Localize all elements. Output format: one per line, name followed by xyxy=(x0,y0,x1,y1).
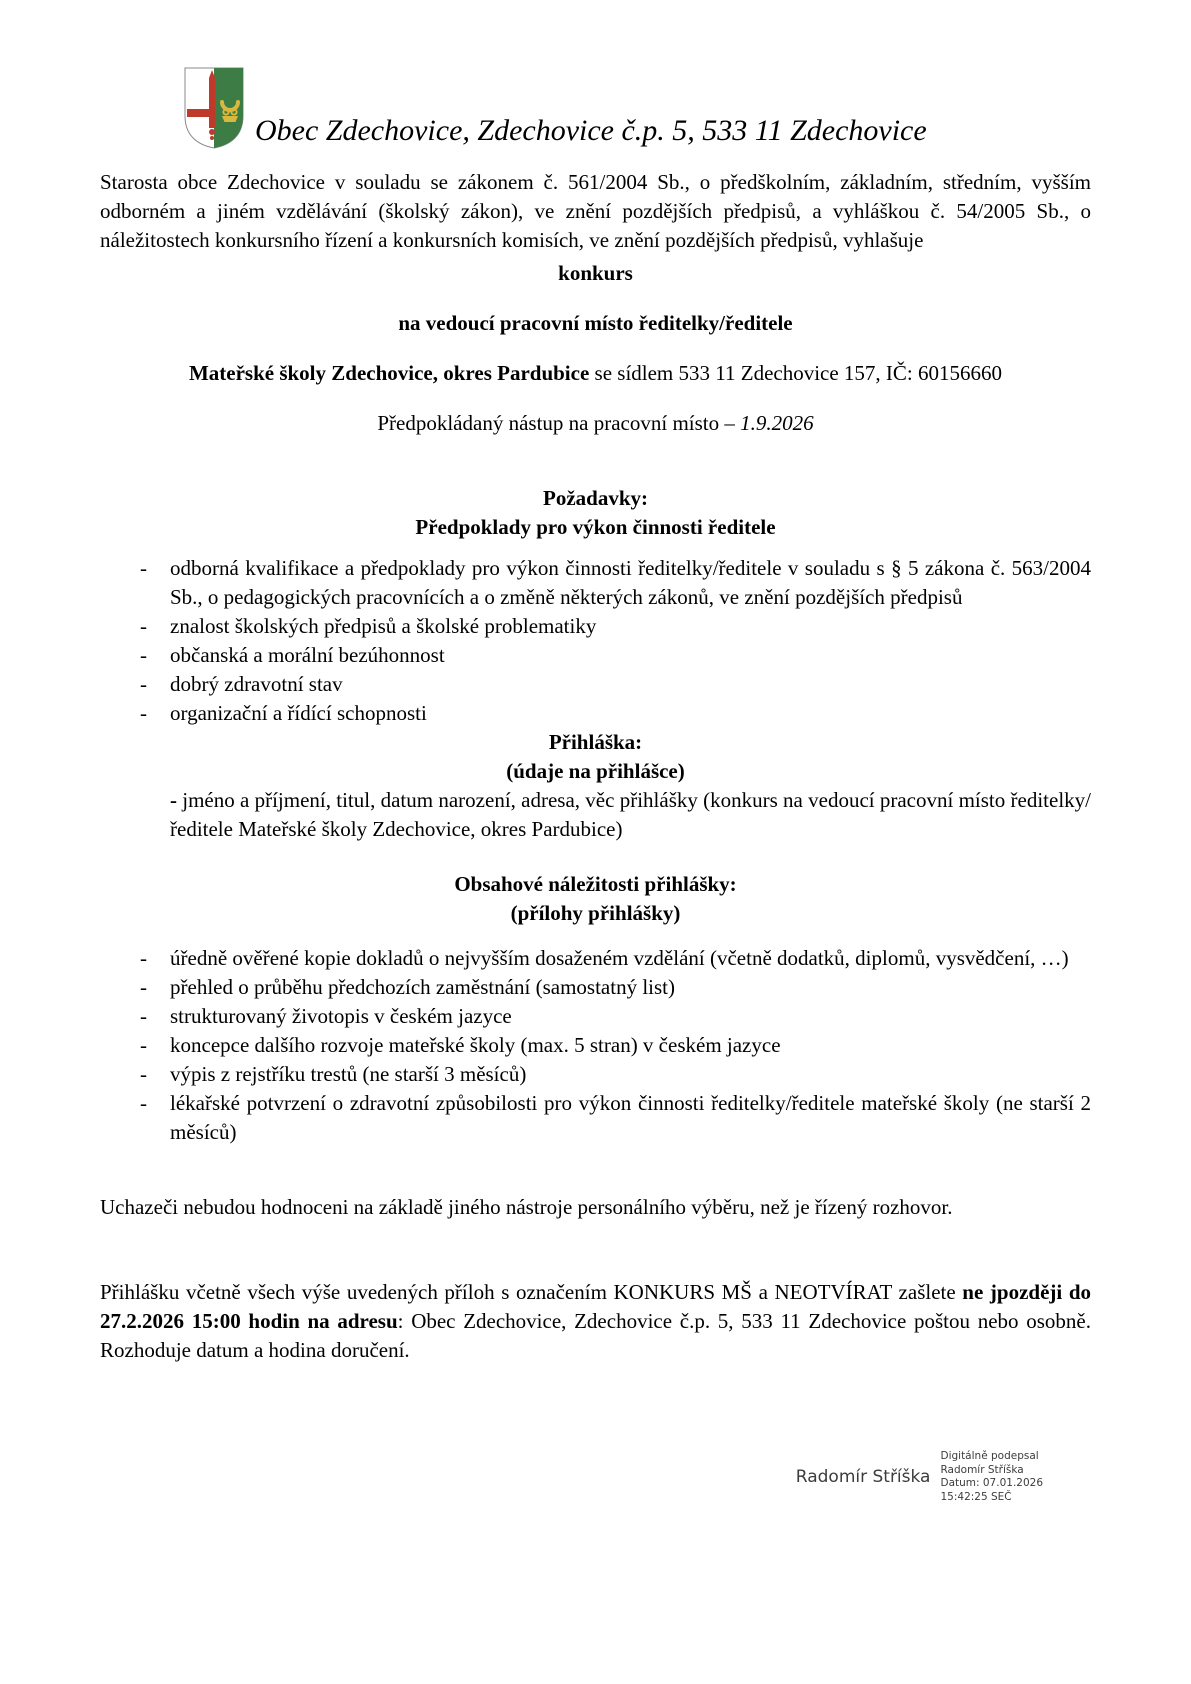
bullet-dash: - xyxy=(140,701,147,725)
attachment-text: strukturovaný životopis v českém jazyce xyxy=(170,1004,512,1028)
bullet-dash: - xyxy=(140,1091,147,1115)
school-name: Mateřské školy Zdechovice, okres Pardubice xyxy=(188,361,590,385)
attachments-list xyxy=(100,944,1091,1147)
bullet-dash: - xyxy=(140,614,147,638)
bullet-dash: - xyxy=(140,975,147,999)
school-address: se sídlem 533 11 Zdechovice 157, IČ: 60156660 xyxy=(589,361,1003,385)
attachment-text: přehled o průběhu předchozích zaměstnání (samostatný list) xyxy=(170,975,676,999)
heading-requirements: Požadavky: xyxy=(543,486,648,510)
list-item xyxy=(100,670,1091,699)
heading-position: na vedoucí pracovní místo ředitelky/ředitele xyxy=(398,311,793,335)
requirement-text: dobrý zdravotní stav xyxy=(170,672,343,696)
bullet-dash: - xyxy=(140,672,147,696)
list-item xyxy=(100,1089,1091,1147)
heading-application-sub: (údaje na přihlášce) xyxy=(506,759,685,783)
start-date-value: 1.9.2026 xyxy=(740,411,814,435)
list-item xyxy=(100,1002,1091,1031)
signature-detail-line: Radomír Stříška xyxy=(940,1463,1024,1476)
list-item xyxy=(100,641,1091,670)
evaluation-note: Uchazeči nebudou hodnoceni na základě jiného nástroje personálního výběru, než je řízený rozhovor. xyxy=(100,1195,953,1219)
heading-application: Přihláška: xyxy=(548,730,643,754)
bullet-dash: - xyxy=(140,1062,147,1086)
bullet-dash: - xyxy=(140,556,147,580)
list-item xyxy=(100,973,1091,1002)
requirement-text: odborná kvalifikace a předpoklady pro výkon činnosti ředitelky/ředitele v souladu s § 5 zákona č. 563/2004 Sb., o pedagogických pracovnících a o změně některých zákonů, ve znění pozdějších předpisů xyxy=(170,556,1091,609)
closing-pre: Přihlášku včetně všech výše uvedených příloh s označením KONKURS MŠ a NEOTVÍRAT zašlete xyxy=(100,1280,963,1304)
list-item xyxy=(100,699,1091,728)
list-item xyxy=(100,944,1091,973)
document-header xyxy=(183,66,1091,150)
signature-detail-line: 15:42:25 SEČ xyxy=(940,1490,1012,1503)
requirement-text: znalost školských předpisů a školské problematiky xyxy=(170,614,597,638)
start-date-line xyxy=(100,409,1091,438)
page-title: Obec Zdechovice, Zdechovice č.p. 5, 533 11 Zdechovice xyxy=(255,113,927,147)
closing-deadline: ne jpozději do 27.2.2026 15:00 hodin na adresu xyxy=(100,1280,1092,1333)
attachment-text: lékařské potvrzení o zdravotní způsobilosti pro výkon činnosti ředitelky/ředitele mateřské školy (ne starší 2 měsíců) xyxy=(170,1091,1091,1144)
signature-name: Radomír Stříška xyxy=(795,1467,931,1487)
heading-prerequisites: Předpoklady pro výkon činnosti ředitele xyxy=(415,515,776,539)
requirements-list xyxy=(100,554,1091,728)
attachment-text: úředně ověřené kopie dokladů o nejvyšším dosaženém vzdělání (včetně dodatků, diplomů, vysvědčení, …) xyxy=(170,946,1069,970)
list-item xyxy=(100,554,1091,612)
intro-paragraph: Starosta obce Zdechovice v souladu se zákonem č. 561/2004 Sb., o předškolním, základním, středním, vyšším odborném a jiném vzdělávání (školský zákon), ve znění pozdějších předpisů, a vyhláškou č. 54/2005 Sb., o náležitostech konkursního řízení a konkursních komisích, ve znění pozdějších předpisů, vyhlašuje xyxy=(100,170,1091,252)
signature-detail-line: Datum: 07.01.2026 xyxy=(940,1477,1043,1489)
bullet-dash: - xyxy=(140,643,147,667)
signature-detail-line: Digitálně podepsal xyxy=(940,1450,1039,1462)
closing-post: : Obec Zdechovice, Zdechovice č.p. 5, 533 11 Zdechovice poštou nebo osobně. Rozhoduje datum a hodina doručení. xyxy=(100,1309,1091,1362)
signature-details xyxy=(940,1450,1043,1504)
bullet-dash: - xyxy=(140,946,147,970)
heading-contents-sub: (přílohy přihlášky) xyxy=(510,901,681,925)
closing-paragraph xyxy=(100,1278,1091,1365)
municipal-coat-of-arms-icon xyxy=(183,66,245,150)
list-item xyxy=(100,1031,1091,1060)
attachment-text: koncepce dalšího rozvoje mateřské školy (max. 5 stran) v českém jazyce xyxy=(170,1033,781,1057)
heading-konkurs: konkurs xyxy=(558,261,633,285)
application-dash: - xyxy=(170,788,183,812)
start-date-label: Předpokládaný nástup na pracovní místo – xyxy=(377,411,741,435)
list-item xyxy=(100,612,1091,641)
requirement-text: občanská a morální bezúhonnost xyxy=(170,643,445,667)
bullet-dash: - xyxy=(140,1033,147,1057)
list-item xyxy=(100,1060,1091,1089)
requirement-text: organizační a řídící schopnosti xyxy=(170,701,427,725)
attachment-text: výpis z rejstříku trestů (ne starší 3 měsíců) xyxy=(170,1062,527,1086)
school-line xyxy=(100,359,1091,388)
digital-signature-block xyxy=(100,1450,1043,1504)
application-paragraph xyxy=(100,786,1091,844)
heading-contents: Obsahové náležitosti přihlášky: xyxy=(454,872,737,896)
application-text: jméno a příjmení, titul, datum narození, adresa, věc přihlášky (konkurs na vedoucí pracovní místo ředitelky/ředitele Mateřské školy Zdechovice, okres Pardubice) xyxy=(170,788,1092,841)
bullet-dash: - xyxy=(140,1004,147,1028)
